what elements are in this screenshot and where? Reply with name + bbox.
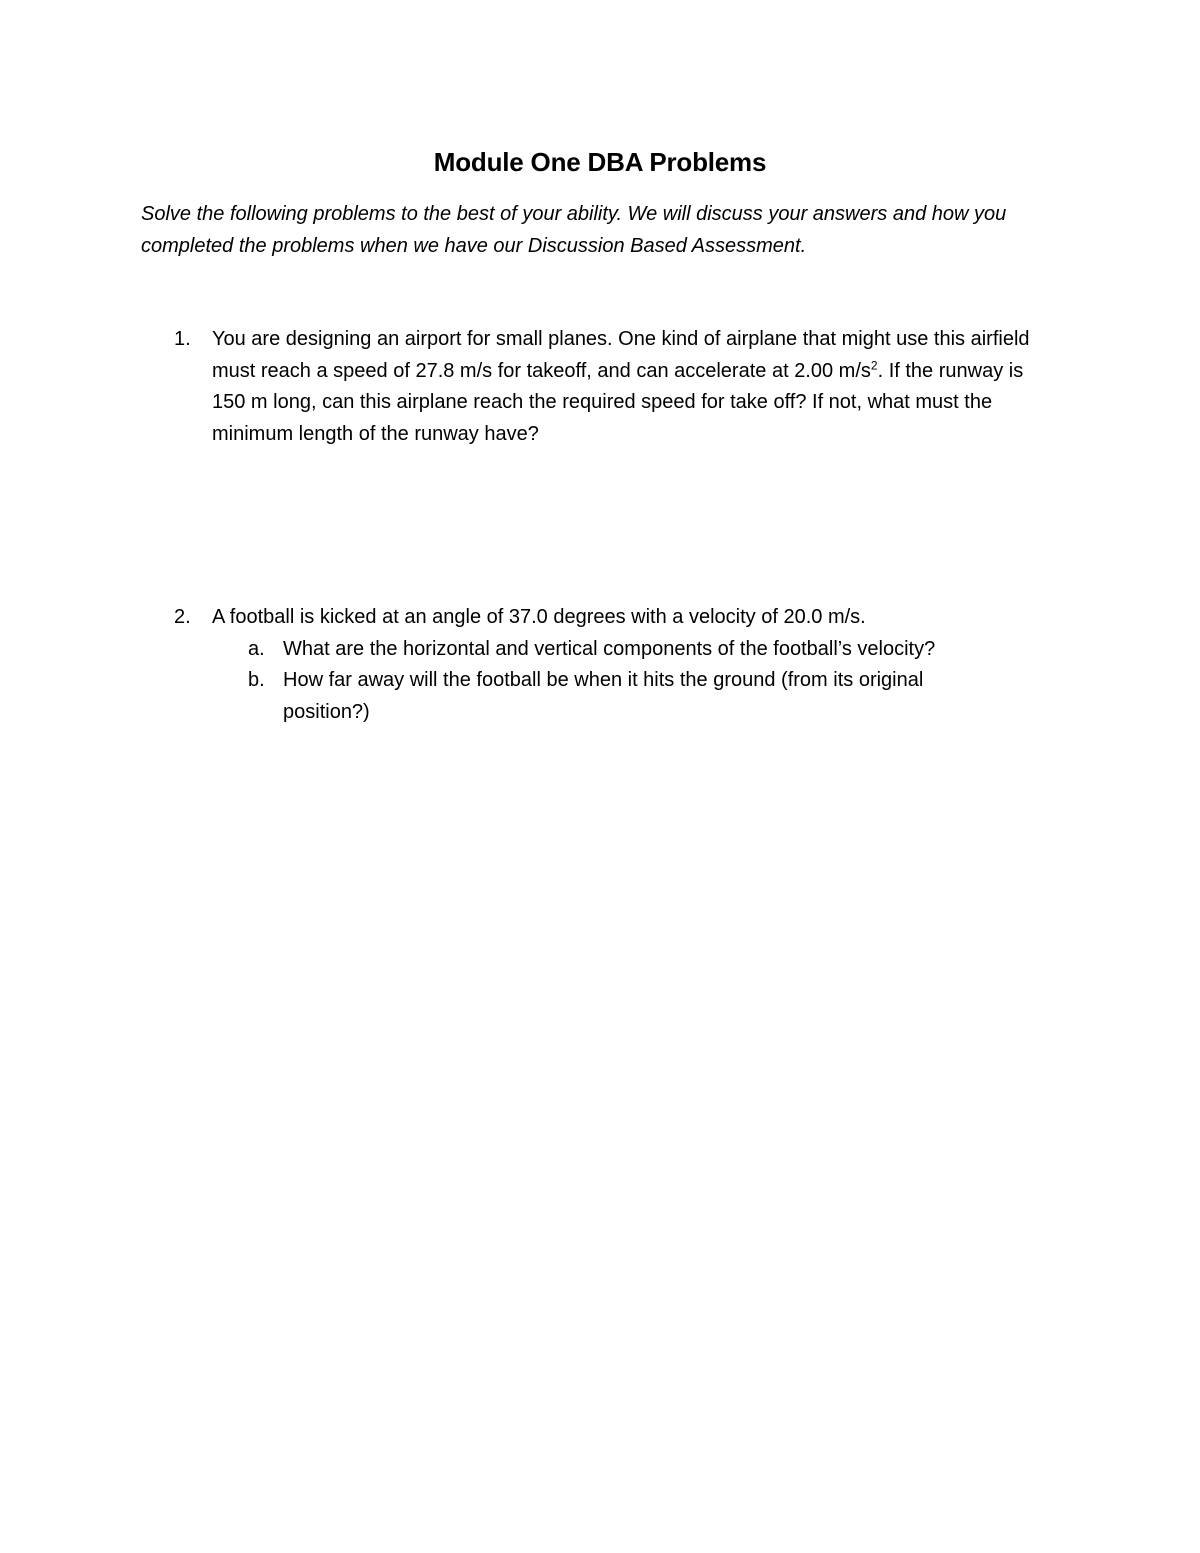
instructions-text: Solve the following problems to the best of your ability. We will discuss your answers and how you completed the problems when we have our Discussion Based Assessment. [141, 203, 1007, 257]
question-1 [174, 324, 1074, 454]
part-label: a. [248, 637, 265, 660]
superscript-exponent: 2 [870, 357, 878, 372]
part-label: b. [248, 669, 265, 691]
question-text-tail: . If the runway is 150 m long, can this airplane reach the required speed for take off? If not, what must the minimum length of the runway have? [212, 359, 1024, 445]
question-text: A football is kicked at an angle of 37.0 degrees with a velocity of 20.0 m/s. [212, 606, 866, 628]
question-number: 2. [174, 606, 191, 628]
question-part-a [248, 634, 1048, 666]
question-text-main: You are designing an airport for small planes. One kind of airplane that might use this airfield must reach a speed of 27.8 m/s for takeoff, and can accelerate at 2.00 m/s [212, 328, 1030, 382]
page-title: Module One DBA Problems [433, 147, 767, 177]
question-text [212, 324, 1062, 450]
part-text: How far away will the football be when it hits the ground (from its original position?) [283, 669, 924, 723]
part-text: What are the horizontal and vertical components of the football’s velocity? [283, 637, 936, 660]
question-part-b [248, 665, 1048, 729]
question-number: 1. [174, 328, 191, 350]
question-2 [174, 602, 1074, 732]
